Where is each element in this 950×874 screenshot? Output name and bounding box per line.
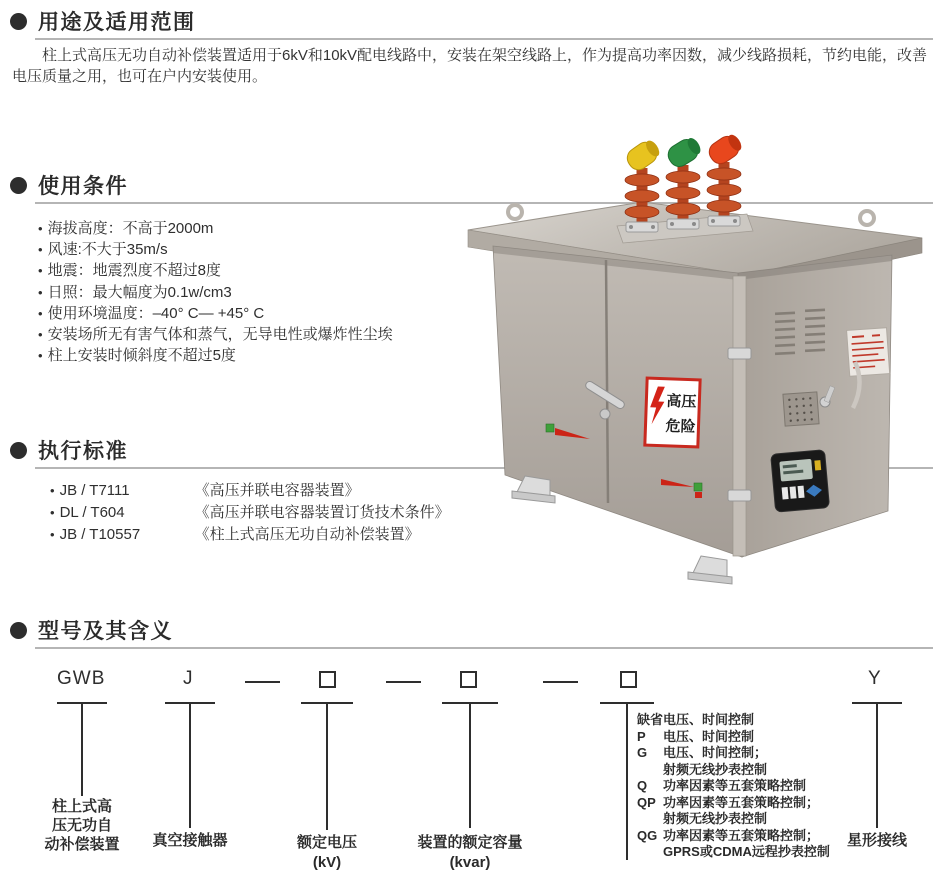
model-separator-dash-1: [245, 681, 280, 683]
condition-item: • 安装场所无有害气体和蒸气，无导电性或爆炸性尘埃: [38, 326, 393, 344]
condition-item: • 使用环境温度：–40° C— +45° C: [38, 304, 265, 322]
perforated-plate: [783, 392, 819, 426]
section-bullet-icon: [10, 177, 27, 194]
sign-text-line1: 高压: [666, 392, 697, 411]
phase-cap-yellow: [623, 137, 663, 174]
section-header-purpose: [10, 6, 196, 36]
control-option: 缺省电压、时间控制: [637, 712, 755, 727]
model-code-j: J: [183, 668, 194, 689]
standard-code: JB / T10557: [59, 526, 141, 543]
model-connector-line: [189, 702, 191, 828]
bullet-dot-icon: •: [38, 348, 43, 364]
model-placeholder-box-1: [319, 671, 336, 688]
section-title-model: 型号及其含义: [38, 620, 173, 643]
condition-item: • 海拔高度：不高于2000m: [38, 220, 214, 237]
standard-code: DL / T604: [59, 504, 125, 521]
section-header-standards: [10, 435, 128, 465]
section-bullet-icon: [10, 442, 27, 459]
bullet-dot-icon: •: [38, 263, 43, 279]
control-option: G 电压、时间控制；: [637, 745, 768, 760]
control-option: P 电压、时间控制: [637, 728, 755, 744]
standard-name: 《高压并联电容器装置订货技术条件》: [194, 504, 450, 521]
section-header-conditions: [10, 170, 128, 200]
section-rule: [35, 38, 933, 40]
section-title-purpose: 用途及适用范围: [38, 11, 196, 34]
bullet-dot-icon: •: [38, 242, 43, 258]
standards-list: [50, 480, 450, 546]
conditions-list: [38, 218, 393, 366]
model-connector-line: [81, 702, 83, 796]
corner-hinge-strip: [733, 276, 746, 556]
control-option: 射频无线抄表控制: [663, 761, 768, 777]
section-rule: [35, 647, 933, 649]
section-bullet-icon: [10, 13, 27, 30]
standard-code: JB / T7111: [59, 482, 130, 499]
model-connector-line: [326, 702, 328, 830]
bullet-dot-icon: •: [50, 527, 55, 542]
model-separator-dash-3: [543, 681, 578, 683]
product-photo: [455, 130, 945, 600]
model-placeholder-box-3: [620, 671, 637, 688]
control-option: QG 功率因素等五套策略控制；: [637, 827, 820, 843]
model-placeholder-box-2: [460, 671, 477, 688]
model-connector-line: [469, 702, 471, 828]
condition-item: • 柱上安装时倾斜度不超过5度: [38, 347, 236, 365]
standard-name: 《高压并联电容器装置》: [194, 482, 360, 499]
bullet-dot-icon: •: [38, 327, 43, 343]
bullet-dot-icon: •: [38, 284, 43, 300]
condition-item: • 地震：地震烈度不超过8度: [38, 262, 221, 280]
model-code-diagram: [0, 650, 950, 869]
section-header-model: [10, 615, 173, 645]
lifting-eye-icon: [860, 211, 874, 225]
section-title-conditions: 使用条件: [38, 175, 128, 198]
bullet-dot-icon: •: [38, 221, 43, 236]
section-bullet-icon: [10, 622, 27, 639]
model-label-contactor: 真空接触器: [152, 832, 228, 849]
purpose-paragraph: 柱上式高压无功自动补偿装置适用于6kV和10kV配电线路中，安装在架空线路上，作为提高功率因数，减少线路损耗，节约电能，改善电压质量之用，也可在户内安装使用。: [12, 47, 928, 85]
phase-cap-red: [705, 131, 745, 168]
door-lock-knob: [600, 409, 610, 419]
condition-item: • 风速:不大于35m/s: [38, 241, 168, 259]
condition-item: • 日照：最大幅度为0.1w/cm3: [38, 283, 232, 301]
section-title-standards: 执行标准: [38, 440, 128, 463]
model-separator-dash-2: [386, 681, 421, 683]
standard-name: 《柱上式高压无功自动补偿装置》: [194, 526, 420, 543]
standard-item: [50, 524, 450, 546]
bullet-dot-icon: •: [50, 505, 55, 520]
model-label-device: 柱上式高 压无功自 动补偿装置: [44, 798, 120, 853]
control-option: GPRS或CDMA远程抄表控制: [663, 844, 830, 859]
bullet-dot-icon: •: [38, 305, 43, 321]
standard-item: [50, 480, 450, 502]
model-label-capacity: 装置的额定容量 (kvar): [417, 834, 523, 871]
nameplate: [847, 328, 890, 377]
warning-sign: [645, 378, 700, 447]
model-code-y: Y: [868, 668, 882, 689]
control-option: Q 功率因素等五套策略控制: [637, 778, 807, 793]
control-option: QP 功率因素等五套策略控制；: [637, 794, 820, 810]
hinge-clamp: [728, 490, 751, 501]
bullet-dot-icon: •: [50, 483, 55, 498]
control-panel: [771, 450, 830, 512]
hinge-clamp: [728, 348, 751, 359]
lifting-eye-icon: [508, 205, 522, 219]
sign-text-line2: 危险: [665, 417, 696, 436]
phase-cap-green: [664, 134, 704, 170]
model-code-gwb: GWB: [57, 668, 106, 689]
control-option: 射频无线抄表控制: [663, 811, 768, 826]
standard-item: [50, 502, 450, 524]
model-label-star-connection: 星形接线: [846, 832, 907, 849]
model-label-voltage: 额定电压 (kV): [296, 834, 357, 871]
model-connector-line: [626, 702, 628, 860]
